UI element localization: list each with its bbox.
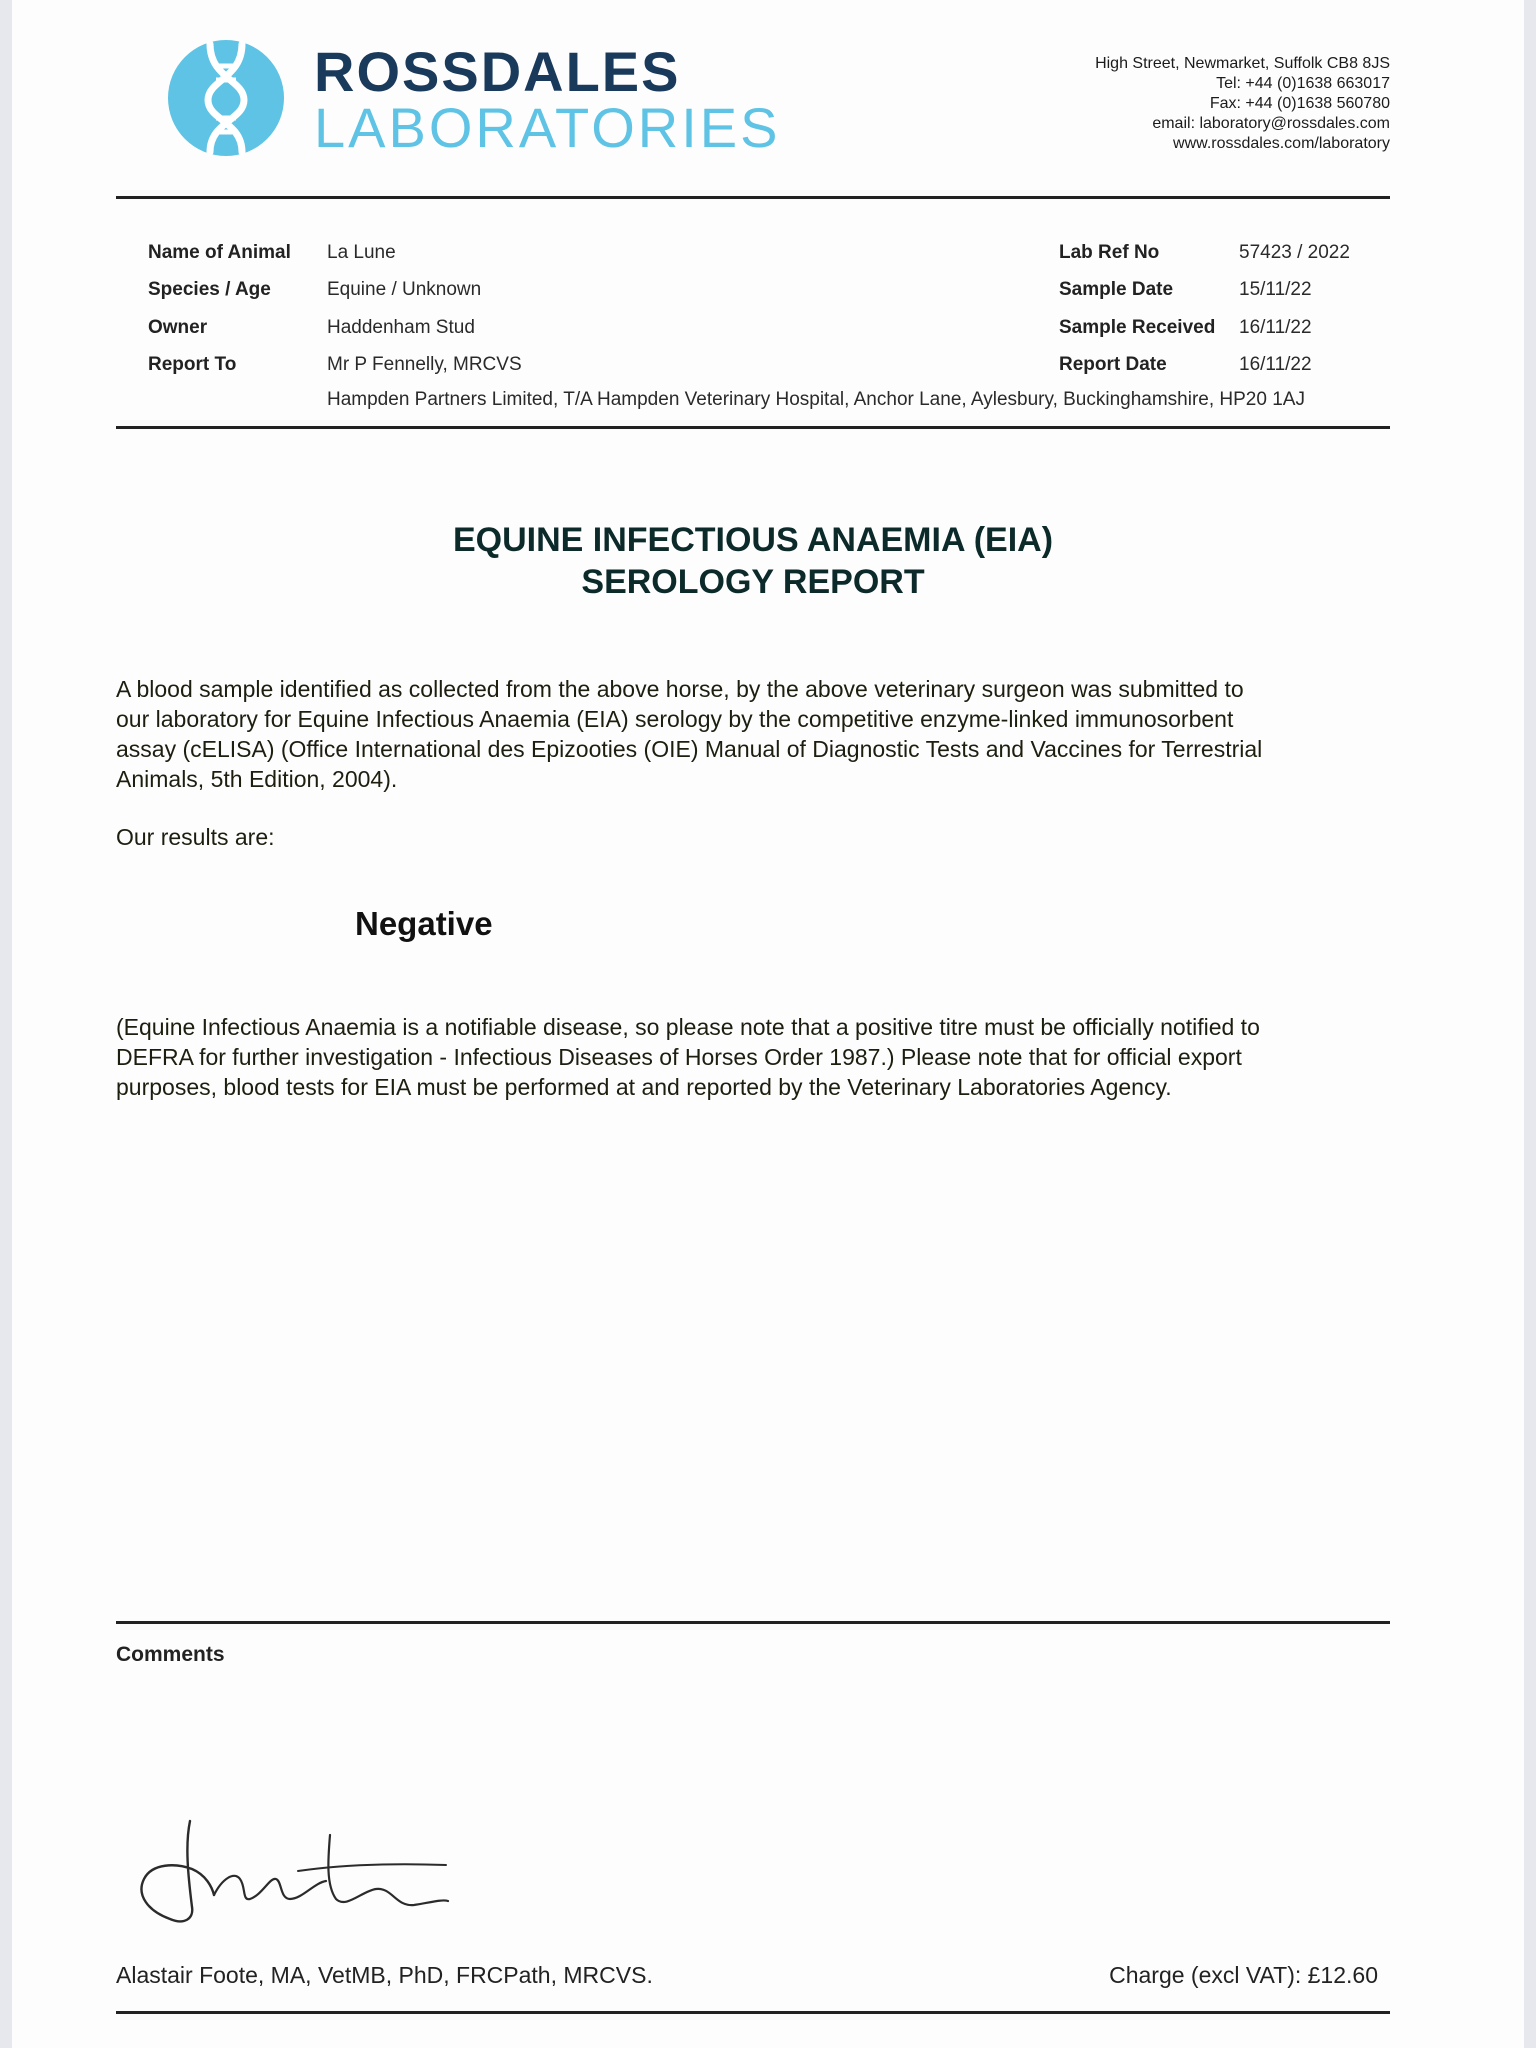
species-age-value: Equine / Unknown [327, 279, 482, 300]
contact-website: www.rossdales.com/laboratory [1173, 135, 1390, 152]
name-of-animal-value: La Lune [327, 242, 396, 263]
notice-line: purposes, blood tests for EIA must be performed at and reported by the Veterinary Laboratories Agency. [116, 1074, 1172, 1100]
details-divider [116, 426, 1390, 429]
intro-line: Animals, 5th Edition, 2004). [116, 766, 398, 792]
notice-line: (Equine Infectious Anaemia is a notifiable disease, so please note that a positive titre must be officially notified to [116, 1014, 1260, 1040]
results-intro: Our results are: [116, 824, 275, 850]
report-title-line2: SEROLOGY REPORT [581, 563, 925, 601]
contact-email: email: laboratory@rossdales.com [1152, 115, 1390, 132]
sample-received-label: Sample Received [1059, 317, 1216, 338]
lab-ref-value: 57423 / 2022 [1239, 242, 1350, 263]
contact-tel: Tel: +44 (0)1638 663017 [1216, 75, 1390, 92]
intro-paragraph [116, 674, 1406, 794]
report-title-line1: EQUINE INFECTIOUS ANAEMIA (EIA) [452, 521, 1054, 559]
result-value: Negative [355, 905, 493, 942]
logo-line1: ROSSDALES [314, 40, 681, 103]
sample-date-value: 15/11/22 [1239, 279, 1312, 300]
sample-date-label: Sample Date [1059, 279, 1174, 300]
signer-name: Alastair Foote, MA, VetMB, PhD, FRCPath, MRCVS. [116, 1962, 653, 1988]
name-of-animal-label: Name of Animal [148, 242, 291, 263]
species-age-label: Species / Age [148, 279, 271, 300]
logo-line2: LABORATORIES [314, 96, 781, 159]
header-divider [116, 196, 1390, 199]
lab-ref-label: Lab Ref No [1059, 242, 1160, 263]
charge-amount: Charge (excl VAT): £12.60 [1109, 1962, 1378, 1988]
report-to-label: Report To [148, 354, 237, 375]
report-to-value: Mr P Fennelly, MRCVS [327, 354, 522, 375]
notice-line: DEFRA for further investigation - Infectious Diseases of Horses Order 1987.) Please note that for official export [116, 1044, 1242, 1070]
notice-paragraph [116, 1012, 1406, 1102]
owner-value: Haddenham Stud [327, 317, 475, 338]
comments-label: Comments [116, 1643, 225, 1666]
signature [130, 1815, 460, 1935]
report-to-address: Hampden Partners Limited, T/A Hampden Veterinary Hospital, Anchor Lane, Aylesbury, Buckinghamshire, HP20 1AJ [327, 389, 1305, 410]
report-page [12, 0, 1524, 2048]
footer-divider [116, 2011, 1390, 2014]
intro-line: A blood sample identified as collected from the above horse, by the above veterinary surgeon was submitted to [116, 676, 1244, 702]
dna-helix-icon [166, 38, 286, 158]
sample-received-value: 16/11/22 [1239, 317, 1312, 338]
contact-block [1095, 54, 1390, 154]
report-date-value: 16/11/22 [1239, 354, 1312, 375]
contact-fax: Fax: +44 (0)1638 560780 [1209, 95, 1390, 112]
contact-address: High Street, Newmarket, Suffolk CB8 8JS [1095, 55, 1390, 72]
owner-label: Owner [148, 317, 208, 338]
intro-line: assay (cELISA) (Office International des Epizooties (OIE) Manual of Diagnostic Tests and Vaccines for Terrestrial [116, 736, 1263, 762]
report-date-label: Report Date [1059, 354, 1167, 375]
comments-divider [116, 1621, 1390, 1624]
intro-line: our laboratory for Equine Infectious Anaemia (EIA) serology by the competitive enzyme-linked immunosorbent [116, 706, 1234, 732]
